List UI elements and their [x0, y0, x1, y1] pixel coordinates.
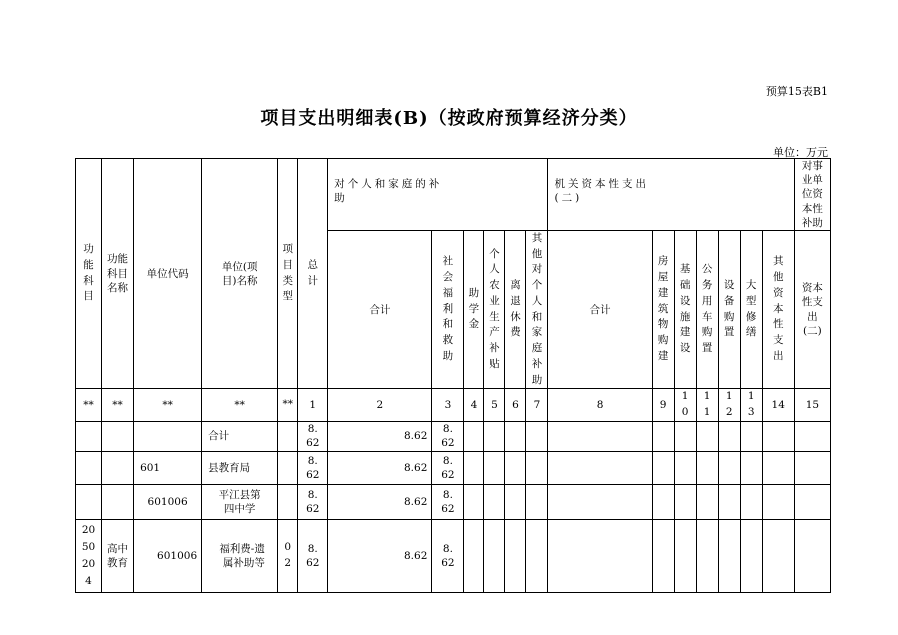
header-repair: 大型修缮 [740, 230, 762, 389]
index-cell: 15 [794, 389, 830, 422]
index-cell: 2 [328, 389, 432, 422]
header-agri-subsidy: 个人农业生产补贴 [484, 230, 505, 389]
table-row [76, 421, 831, 451]
row-welfare: 8.62 [432, 421, 464, 451]
index-cell: ** [278, 389, 298, 422]
header-group-enterprise: 对事业单位资本性补助 [794, 159, 830, 231]
index-cell: ** [76, 389, 102, 422]
index-cell: 4 [464, 389, 484, 422]
row-total: 8.62 [298, 451, 328, 484]
row-code: 601006 [134, 484, 202, 519]
index-cell: 1 [298, 389, 328, 422]
index-cell: 7 [526, 389, 548, 422]
row-subject [76, 484, 102, 519]
row-subject: 2050204 [76, 519, 102, 592]
header-total: 总计 [298, 159, 328, 389]
row-subject [76, 421, 102, 451]
header-subtotal-personal: 合计 [328, 230, 432, 389]
row-ptype [278, 451, 298, 484]
header-retire: 离退休费 [505, 230, 526, 389]
row-sum: 8.62 [328, 421, 432, 451]
row-total: 8.62 [298, 519, 328, 592]
header-other-capital: 其他资本性支出 [762, 230, 794, 389]
header-group-personal: 对个人和家庭的补助 [328, 159, 548, 231]
index-cell: 11 [696, 389, 718, 422]
header-building: 房屋建筑物购建 [652, 230, 674, 389]
row-name: 平江县第四中学 [202, 484, 278, 519]
row-name: 合计 [202, 421, 278, 451]
row-welfare: 8.62 [432, 484, 464, 519]
row-ptype: 02 [278, 519, 298, 592]
index-cell: ** [202, 389, 278, 422]
index-cell: 9 [652, 389, 674, 422]
row-total: 8.62 [298, 421, 328, 451]
header-unit-name: 单位(项目)名称 [202, 159, 278, 389]
row-ptype [278, 484, 298, 519]
row-sum: 8.62 [328, 451, 432, 484]
row-total: 8.62 [298, 484, 328, 519]
row-subject-name: 高中教育 [102, 519, 134, 592]
header-vehicle: 公务用车购置 [696, 230, 718, 389]
index-cell: 8 [548, 389, 652, 422]
form-code: 预算15表B1 [765, 85, 828, 98]
budget-table [75, 158, 831, 593]
page-title: 项目支出明细表(B)（按政府预算经济分类） [260, 108, 638, 129]
index-cell: 6 [505, 389, 526, 422]
index-cell: ** [102, 389, 134, 422]
header-subtotal-capital: 合计 [548, 230, 652, 389]
row-code: 601 [134, 451, 202, 484]
row-name: 县教育局 [202, 451, 278, 484]
index-row [76, 389, 831, 422]
row-welfare: 8.62 [432, 451, 464, 484]
index-cell: 12 [718, 389, 740, 422]
row-code [134, 421, 202, 451]
header-func-subject-name: 功能科目名称 [102, 159, 134, 389]
row-sum: 8.62 [328, 519, 432, 592]
row-ptype [278, 421, 298, 451]
header-equipment: 设备购置 [718, 230, 740, 389]
header-group-capital: 机关资本性支出(二) [548, 159, 794, 231]
table-row [76, 519, 831, 592]
index-cell: 14 [762, 389, 794, 422]
row-subject-name [102, 451, 134, 484]
header-other-personal: 其他对个人和家庭补助 [526, 230, 548, 389]
header-func-subject: 功能科目 [76, 159, 102, 389]
row-code: 601006 [134, 519, 202, 592]
row-subject-name [102, 421, 134, 451]
table-row [76, 484, 831, 519]
row-sum: 8.62 [328, 484, 432, 519]
header-capital2: 资本性支出(二) [794, 230, 830, 389]
index-cell: ** [134, 389, 202, 422]
row-subject [76, 451, 102, 484]
header-infra: 基础设施建设 [674, 230, 696, 389]
row-welfare: 8.62 [432, 519, 464, 592]
index-cell: 13 [740, 389, 762, 422]
header-project-type: 项目类型 [278, 159, 298, 389]
header-social-welfare: 社会福利和救助 [432, 230, 464, 389]
table-row [76, 451, 831, 484]
index-cell: 10 [674, 389, 696, 422]
header-grant: 助学金 [464, 230, 484, 389]
unit-label: 单位：万元 [773, 146, 828, 159]
row-subject-name [102, 484, 134, 519]
header-unit-code: 单位代码 [134, 159, 202, 389]
index-cell: 5 [484, 389, 505, 422]
row-name: 福利费-遗属补助等 [202, 519, 278, 592]
index-cell: 3 [432, 389, 464, 422]
